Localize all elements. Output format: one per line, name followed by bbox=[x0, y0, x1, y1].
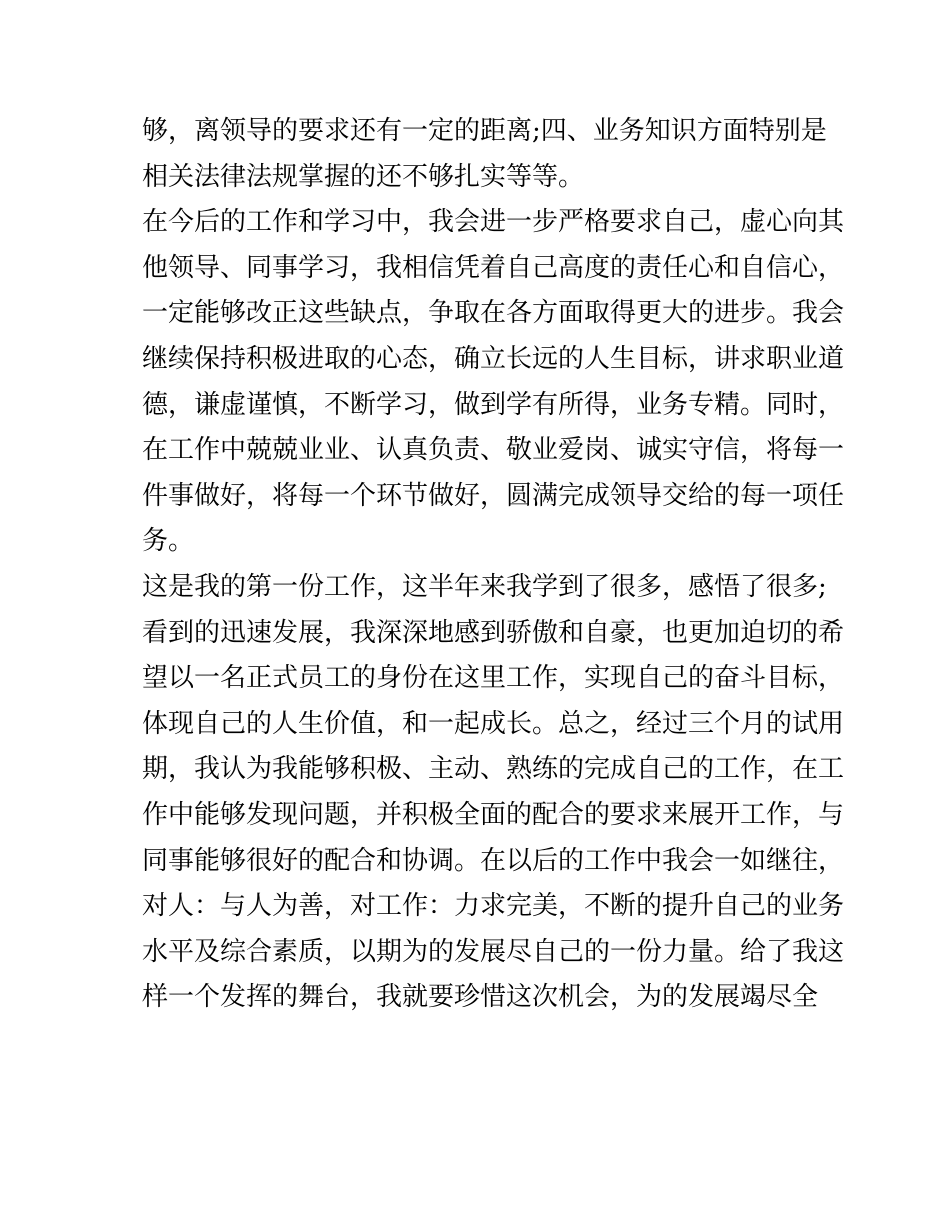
text-line: 看到的迅速发展，我深深地感到骄傲和自豪，也更加迫切的希 bbox=[142, 617, 845, 648]
text-line: 在工作中兢兢业业、认真负责、敬业爱岗、诚实守信，将每一 bbox=[142, 435, 845, 466]
text-line: 体现自己的人生价值，和一起成长。总之，经过三个月的试用 bbox=[142, 708, 845, 739]
text-line: 作中能够发现问题，并积极全面的配合的要求来展开工作，与 bbox=[142, 799, 845, 830]
text-line: 件事做好，将每一个环节做好，圆满完成领导交给的每一项任 bbox=[142, 480, 845, 511]
text-line: 继续保持积极进取的心态，确立长远的人生目标，讲求职业道 bbox=[142, 343, 845, 374]
text-line: 在今后的工作和学习中，我会进一步严格要求自己，虚心向其 bbox=[142, 207, 845, 238]
text-line: 相关法律法规掌握的还不够扎实等等。 bbox=[142, 161, 585, 192]
text-line: 望以一名正式员工的身份在这里工作，实现自己的奋斗目标， bbox=[142, 663, 845, 694]
text-line: 期，我认为我能够积极、主动、熟练的完成自己的工作，在工 bbox=[142, 754, 845, 785]
text-line: 一定能够改正这些缺点，争取在各方面取得更大的进步。我会 bbox=[142, 298, 845, 329]
text-line: 同事能够很好的配合和协调。在以后的工作中我会一如继往， bbox=[142, 845, 845, 876]
text-line: 水平及综合素质，以期为的发展尽自己的一份力量。给了我这 bbox=[142, 936, 845, 967]
text-line: 够，离领导的要求还有一定的距离;四、业务知识方面特别是 bbox=[142, 116, 827, 146]
text-line: 样一个发挥的舞台，我就要珍惜这次机会，为的发展竭尽全 bbox=[142, 982, 819, 1013]
text-line: 德，谦虚谨慎，不断学习，做到学有所得，业务专精。同时， bbox=[142, 389, 845, 420]
text-line: 这是我的第一份工作，这半年来我学到了很多，感悟了很多; bbox=[142, 571, 827, 602]
text-line: 对人：与人为善，对工作：力求完美，不断的提升自己的业务 bbox=[142, 891, 845, 922]
body-text bbox=[142, 109, 845, 1021]
text-line: 他领导、同事学习，我相信凭着自己高度的责任心和自信心， bbox=[142, 252, 845, 283]
text-line: 务。 bbox=[142, 526, 195, 557]
